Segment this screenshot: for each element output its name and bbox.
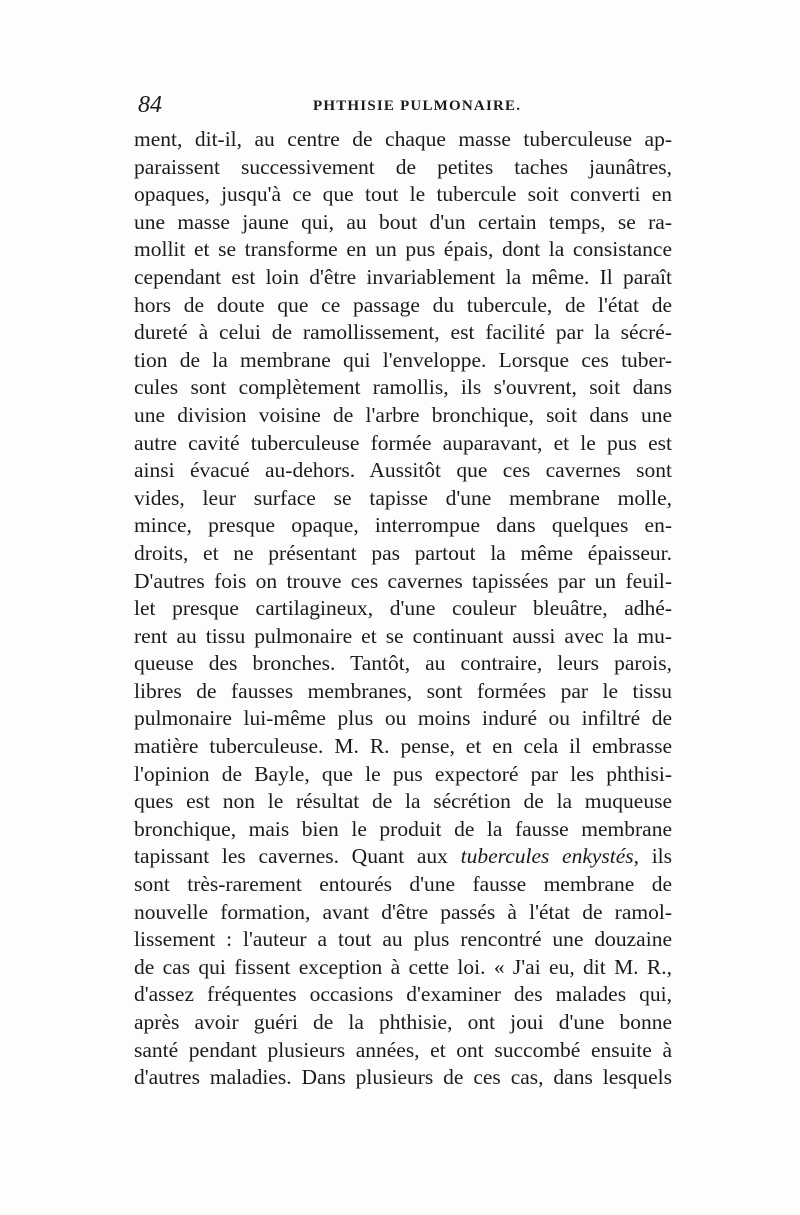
text-line: libres de fausses membranes, sont formées par le tissu xyxy=(134,678,672,703)
text-line: bronchique, mais bien le produit de la fausse membrane xyxy=(134,816,672,841)
text-line: D'autres fois on trouve ces cavernes tapissées par un feuil- xyxy=(134,568,672,593)
text-line-head: tapissant les cavernes. Quant aux xyxy=(134,844,448,869)
text-line: mollit et se transforme en un pus épais, dont la consistance xyxy=(134,237,672,262)
text-line: santé pendant plusieurs années, et ont succombé ensuite à xyxy=(134,1037,672,1062)
page-number: 84 xyxy=(138,92,162,118)
text-line: de cas qui fissent exception à cette loi. « J'ai eu, dit M. R., xyxy=(134,954,672,979)
text-line: tion de la membrane qui l'enveloppe. Lorsque ces tuber- xyxy=(134,347,672,372)
text-line: nouvelle formation, avant d'être passés à l'état de ramol- xyxy=(134,899,672,924)
body-text xyxy=(134,126,672,1092)
text-line: autre cavité tuberculeuse formée auparavant, et le pus est xyxy=(134,430,672,455)
text-line: matière tuberculeuse. M. R. pense, et en cela il embrasse xyxy=(134,734,672,759)
text-line: après avoir guéri de la phthisie, ont joui d'une bonne xyxy=(134,1010,672,1034)
text-line: hors de doute que ce passage du tubercule, de l'état de xyxy=(134,292,672,317)
text-line: ques est non le résultat de la sécrétion de la muqueuse xyxy=(134,789,672,814)
text-line-mixed xyxy=(134,843,672,871)
text-line: d'autres maladies. Dans plusieurs de ces cas, dans lesquels xyxy=(134,1065,672,1090)
text-line: cules sont complètement ramollis, ils s'ouvrent, soit dans xyxy=(134,375,672,400)
text-line: sont très-rarement entourés d'une fausse membrane de xyxy=(134,872,672,897)
text-line: une masse jaune qui, au bout d'un certain temps, se ra- xyxy=(134,209,672,234)
text-line: pulmonaire lui-même plus ou moins induré ou infiltré de xyxy=(134,706,672,731)
text-line: mince, presque opaque, interrompue dans quelques en- xyxy=(134,513,672,538)
text-line: cependant est loin d'être invariablement la même. Il paraît xyxy=(134,264,672,289)
text-line: une division voisine de l'arbre bronchique, soit dans une xyxy=(134,402,672,427)
text-line: l'opinion de Bayle, que le pus expectoré par les phthisi- xyxy=(134,761,672,786)
text-line: ainsi évacué au-dehors. Aussitôt que ces cavernes sont xyxy=(134,458,672,483)
text-line: rent au tissu pulmonaire et se continuant aussi avec la mu- xyxy=(134,623,672,648)
text-line: ment, dit-il, au centre de chaque masse tuberculeuse ap- xyxy=(134,127,672,151)
running-title: PHTHISIE PULMONAIRE. xyxy=(313,98,522,114)
running-head xyxy=(138,92,668,122)
italic-term: tubercules enkystés xyxy=(460,844,634,869)
text-line-tail: , ils xyxy=(633,844,673,869)
text-line: lissement : l'auteur a tout au plus rencontré une douzaine xyxy=(134,927,672,952)
text-line: queuse des bronches. Tantôt, au contraire, leurs parois, xyxy=(134,651,672,676)
text-line: let presque cartilagineux, d'une couleur bleuâtre, adhé- xyxy=(134,596,672,621)
text-line: d'assez fréquentes occasions d'examiner des malades qui, xyxy=(134,982,672,1007)
text-line: opaques, jusqu'à ce que tout le tubercule soit converti en xyxy=(134,182,672,207)
text-line: paraissent successivement de petites taches jaunâtres, xyxy=(134,154,672,179)
text-line: dureté à celui de ramollissement, est facilité par la sécré- xyxy=(134,320,672,345)
text-line: droits, et ne présentant pas partout la même épaisseur. xyxy=(134,540,672,565)
text-line: vides, leur surface se tapisse d'une membrane molle, xyxy=(134,485,672,510)
